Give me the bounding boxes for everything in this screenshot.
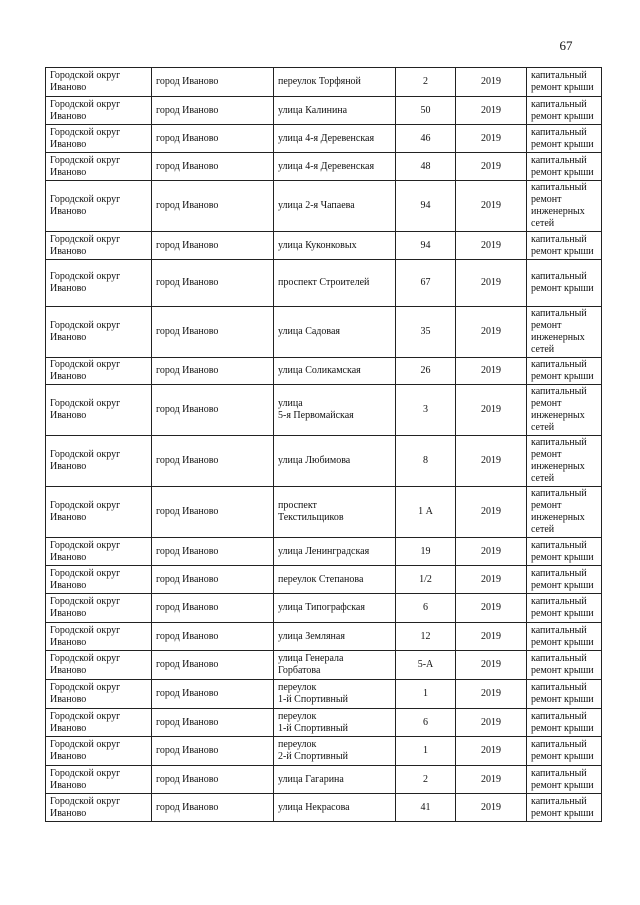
street-cell-line: Текстильщиков bbox=[278, 512, 344, 523]
municipal-district-cell-line: Иваново bbox=[50, 371, 87, 382]
work-type-cell-line: капитальный bbox=[531, 308, 587, 319]
year-cell: 2019 bbox=[456, 794, 527, 822]
work-type-cell-line: капитальный bbox=[531, 539, 587, 551]
street-cell bbox=[274, 358, 396, 385]
street-cell bbox=[274, 623, 396, 651]
settlement-cell: город Иваново bbox=[152, 153, 274, 181]
street-cell-line: проспект Строителей bbox=[278, 277, 370, 288]
street-cell-line: переулок Степанова bbox=[278, 573, 364, 585]
street-cell bbox=[274, 594, 396, 623]
municipal-district-cell bbox=[46, 68, 152, 97]
house-number-cell: 26 bbox=[396, 358, 456, 385]
street-cell-line: улица bbox=[278, 398, 303, 409]
year-cell: 2019 bbox=[456, 436, 527, 487]
table-row bbox=[46, 436, 602, 487]
street-cell bbox=[274, 68, 396, 97]
street-cell-line: 1-й Спортивный bbox=[278, 694, 348, 705]
settlement-cell: город Иваново bbox=[152, 651, 274, 680]
municipal-district-cell bbox=[46, 566, 152, 594]
work-type-cell bbox=[527, 307, 602, 358]
street-cell-line: улица 2-я Чапаева bbox=[278, 200, 355, 211]
municipal-district-cell-line: Иваново bbox=[50, 807, 87, 819]
table-row bbox=[46, 97, 602, 125]
work-type-cell-line: сетей bbox=[531, 473, 555, 484]
work-type-cell bbox=[527, 709, 602, 737]
settlement-cell: город Иваново bbox=[152, 436, 274, 487]
work-type-cell-line: инженерных bbox=[531, 332, 585, 343]
municipal-district-cell-line: Городской округ bbox=[50, 70, 121, 81]
table-row bbox=[46, 538, 602, 566]
year-cell: 2019 bbox=[456, 260, 527, 307]
work-type-cell-line: ремонт крыши bbox=[531, 371, 594, 382]
municipal-district-cell bbox=[46, 794, 152, 822]
municipal-district-cell bbox=[46, 125, 152, 153]
street-cell-line: улица Любимова bbox=[278, 455, 351, 466]
street-cell-line: улица Калинина bbox=[278, 104, 348, 116]
work-type-cell bbox=[527, 232, 602, 260]
municipal-district-cell bbox=[46, 709, 152, 737]
work-type-cell-line: капитальный bbox=[531, 126, 587, 138]
house-number-cell: 3 bbox=[396, 385, 456, 436]
municipal-district-cell-line: Иваново bbox=[50, 110, 87, 122]
street-cell-line: улица Ленинградская bbox=[278, 545, 370, 557]
year-cell: 2019 bbox=[456, 307, 527, 358]
settlement-cell: город Иваново bbox=[152, 68, 274, 97]
year-cell: 2019 bbox=[456, 594, 527, 623]
work-type-cell bbox=[527, 125, 602, 153]
settlement-cell: город Иваново bbox=[152, 307, 274, 358]
work-type-cell bbox=[527, 487, 602, 538]
municipal-district-cell-line: Иваново bbox=[50, 608, 87, 619]
street-cell bbox=[274, 794, 396, 822]
work-type-cell-line: ремонт bbox=[531, 194, 562, 205]
table-row bbox=[46, 181, 602, 232]
municipal-district-cell bbox=[46, 358, 152, 385]
work-type-cell-line: ремонт крыши bbox=[531, 694, 594, 705]
year-cell: 2019 bbox=[456, 232, 527, 260]
work-type-cell-line: инженерных bbox=[531, 512, 585, 523]
house-number-cell: 6 bbox=[396, 594, 456, 623]
work-type-cell-line: капитальный bbox=[531, 70, 587, 81]
municipal-district-cell-line: Городской округ bbox=[50, 98, 121, 110]
work-type-cell-line: ремонт крыши bbox=[531, 807, 594, 819]
house-number-cell: 94 bbox=[396, 181, 456, 232]
house-number-cell: 1 А bbox=[396, 487, 456, 538]
work-type-cell-line: капитальный bbox=[531, 182, 587, 193]
street-cell bbox=[274, 651, 396, 680]
year-cell: 2019 bbox=[456, 766, 527, 794]
work-type-cell-line: капитальный bbox=[531, 795, 587, 807]
municipal-district-cell bbox=[46, 232, 152, 260]
municipal-district-cell-line: Городской округ bbox=[50, 739, 121, 750]
street-cell bbox=[274, 709, 396, 737]
municipal-district-cell-line: Городской округ bbox=[50, 596, 121, 607]
work-type-cell bbox=[527, 538, 602, 566]
municipal-district-cell-line: Иваново bbox=[50, 138, 87, 150]
street-cell bbox=[274, 307, 396, 358]
work-type-cell bbox=[527, 566, 602, 594]
year-cell: 2019 bbox=[456, 385, 527, 436]
work-type-cell-line: ремонт крыши bbox=[531, 636, 594, 648]
work-type-cell-line: капитальный bbox=[531, 567, 587, 579]
work-type-cell-line: ремонт крыши bbox=[531, 551, 594, 563]
work-type-cell bbox=[527, 766, 602, 794]
municipal-district-cell bbox=[46, 97, 152, 125]
table-row bbox=[46, 680, 602, 709]
year-cell: 2019 bbox=[456, 651, 527, 680]
settlement-cell: город Иваново bbox=[152, 566, 274, 594]
work-type-cell bbox=[527, 623, 602, 651]
municipal-district-cell bbox=[46, 260, 152, 307]
municipal-district-cell-line: Городской округ bbox=[50, 682, 121, 693]
municipal-district-cell-line: Иваново bbox=[50, 579, 87, 591]
year-cell: 2019 bbox=[456, 97, 527, 125]
work-type-cell-line: сетей bbox=[531, 344, 555, 355]
table-row bbox=[46, 594, 602, 623]
municipal-district-cell-line: Иваново bbox=[50, 206, 87, 217]
work-type-cell-line: инженерных bbox=[531, 410, 585, 421]
municipal-district-cell bbox=[46, 737, 152, 766]
municipal-district-cell-line: Иваново bbox=[50, 722, 87, 734]
municipal-district-cell bbox=[46, 680, 152, 709]
work-type-cell-line: капитальный bbox=[531, 386, 587, 397]
settlement-cell: город Иваново bbox=[152, 680, 274, 709]
street-cell bbox=[274, 737, 396, 766]
work-type-cell-line: ремонт крыши bbox=[531, 665, 594, 676]
street-cell bbox=[274, 487, 396, 538]
municipal-district-cell-line: Иваново bbox=[50, 665, 87, 676]
settlement-cell: город Иваново bbox=[152, 766, 274, 794]
work-type-cell-line: капитальный bbox=[531, 596, 587, 607]
work-type-cell bbox=[527, 436, 602, 487]
table-row bbox=[46, 358, 602, 385]
street-cell bbox=[274, 385, 396, 436]
house-number-cell: 19 bbox=[396, 538, 456, 566]
municipal-district-cell-line: Городской округ bbox=[50, 539, 121, 551]
street-cell-line: 5-я Первомайская bbox=[278, 410, 354, 421]
house-number-cell: 1/2 bbox=[396, 566, 456, 594]
street-cell-line: улица 4-я Деревенская bbox=[278, 160, 375, 172]
house-number-cell: 6 bbox=[396, 709, 456, 737]
table-row bbox=[46, 566, 602, 594]
house-number-cell: 2 bbox=[396, 766, 456, 794]
work-type-cell-line: капитальный bbox=[531, 739, 587, 750]
municipal-district-cell-line: Городской округ bbox=[50, 653, 121, 664]
settlement-cell: город Иваново bbox=[152, 709, 274, 737]
year-cell: 2019 bbox=[456, 125, 527, 153]
municipal-district-cell-line: Иваново bbox=[50, 512, 87, 523]
municipal-district-cell-line: Городской округ bbox=[50, 359, 121, 370]
work-type-cell-line: ремонт крыши bbox=[531, 751, 594, 762]
house-number-cell: 12 bbox=[396, 623, 456, 651]
work-type-cell-line: ремонт крыши bbox=[531, 608, 594, 619]
settlement-cell: город Иваново bbox=[152, 260, 274, 307]
work-type-cell-line: ремонт крыши bbox=[531, 779, 594, 791]
work-type-cell-line: ремонт крыши bbox=[531, 283, 594, 294]
work-type-cell-line: ремонт крыши bbox=[531, 166, 594, 178]
municipal-district-cell bbox=[46, 538, 152, 566]
repair-register-table bbox=[45, 67, 602, 822]
work-type-cell bbox=[527, 260, 602, 307]
municipal-district-cell bbox=[46, 487, 152, 538]
street-cell bbox=[274, 566, 396, 594]
settlement-cell: город Иваново bbox=[152, 232, 274, 260]
settlement-cell: город Иваново bbox=[152, 181, 274, 232]
work-type-cell bbox=[527, 181, 602, 232]
work-type-cell-line: капитальный bbox=[531, 98, 587, 110]
table-row bbox=[46, 153, 602, 181]
street-cell bbox=[274, 538, 396, 566]
municipal-district-cell bbox=[46, 594, 152, 623]
municipal-district-cell-line: Иваново bbox=[50, 779, 87, 791]
work-type-cell-line: инженерных bbox=[531, 206, 585, 217]
year-cell: 2019 bbox=[456, 538, 527, 566]
year-cell: 2019 bbox=[456, 680, 527, 709]
year-cell: 2019 bbox=[456, 153, 527, 181]
work-type-cell-line: ремонт bbox=[531, 320, 562, 331]
table-row bbox=[46, 487, 602, 538]
municipal-district-cell-line: Городской округ bbox=[50, 398, 121, 409]
street-cell bbox=[274, 260, 396, 307]
work-type-cell bbox=[527, 737, 602, 766]
municipal-district-cell bbox=[46, 651, 152, 680]
work-type-cell-line: капитальный bbox=[531, 767, 587, 779]
work-type-cell-line: сетей bbox=[531, 524, 555, 535]
table-row bbox=[46, 737, 602, 766]
table-row bbox=[46, 623, 602, 651]
street-cell-line: Горбатова bbox=[278, 665, 321, 676]
municipal-district-cell-line: Иваново bbox=[50, 551, 87, 563]
settlement-cell: город Иваново bbox=[152, 358, 274, 385]
street-cell bbox=[274, 436, 396, 487]
work-type-cell-line: капитальный bbox=[531, 271, 587, 282]
house-number-cell: 67 bbox=[396, 260, 456, 307]
work-type-cell bbox=[527, 358, 602, 385]
work-type-cell-line: капитальный bbox=[531, 710, 587, 722]
street-cell-line: улица Некрасова bbox=[278, 801, 350, 813]
municipal-district-cell-line: Городской округ bbox=[50, 710, 121, 722]
work-type-cell-line: капитальный bbox=[531, 233, 587, 245]
municipal-district-cell bbox=[46, 153, 152, 181]
work-type-cell-line: капитальный bbox=[531, 488, 587, 499]
street-cell-line: улица Типографская bbox=[278, 602, 365, 613]
table-row bbox=[46, 125, 602, 153]
street-cell-line: улица Генерала bbox=[278, 653, 344, 664]
municipal-district-cell-line: Иваново bbox=[50, 245, 87, 257]
work-type-cell-line: инженерных bbox=[531, 461, 585, 472]
municipal-district-cell-line: Городской округ bbox=[50, 449, 121, 460]
house-number-cell: 2 bbox=[396, 68, 456, 97]
work-type-cell-line: ремонт крыши bbox=[531, 82, 594, 93]
work-type-cell bbox=[527, 153, 602, 181]
house-number-cell: 1 bbox=[396, 680, 456, 709]
year-cell: 2019 bbox=[456, 358, 527, 385]
street-cell-line: переулок bbox=[278, 710, 317, 722]
municipal-district-cell-line: Городской округ bbox=[50, 194, 121, 205]
settlement-cell: город Иваново bbox=[152, 538, 274, 566]
municipal-district-cell bbox=[46, 385, 152, 436]
year-cell: 2019 bbox=[456, 709, 527, 737]
work-type-cell bbox=[527, 68, 602, 97]
street-cell-line: улица Куконковых bbox=[278, 239, 357, 251]
work-type-cell bbox=[527, 651, 602, 680]
work-type-cell-line: сетей bbox=[531, 422, 555, 433]
house-number-cell: 1 bbox=[396, 737, 456, 766]
municipal-district-cell-line: Иваново bbox=[50, 82, 87, 93]
work-type-cell-line: капитальный bbox=[531, 154, 587, 166]
work-type-cell-line: ремонт крыши bbox=[531, 245, 594, 257]
year-cell: 2019 bbox=[456, 737, 527, 766]
municipal-district-cell-line: Иваново bbox=[50, 694, 87, 705]
municipal-district-cell bbox=[46, 181, 152, 232]
table-row bbox=[46, 651, 602, 680]
year-cell: 2019 bbox=[456, 566, 527, 594]
municipal-district-cell-line: Городской округ bbox=[50, 500, 121, 511]
municipal-district-cell bbox=[46, 436, 152, 487]
street-cell bbox=[274, 181, 396, 232]
municipal-district-cell-line: Городской округ bbox=[50, 767, 121, 779]
settlement-cell: город Иваново bbox=[152, 794, 274, 822]
municipal-district-cell-line: Иваново bbox=[50, 461, 87, 472]
settlement-cell: город Иваново bbox=[152, 97, 274, 125]
municipal-district-cell-line: Иваново bbox=[50, 636, 87, 648]
street-cell-line: улица Гагарина bbox=[278, 773, 344, 785]
street-cell-line: 1-й Спортивный bbox=[278, 722, 348, 734]
year-cell: 2019 bbox=[456, 68, 527, 97]
municipal-district-cell-line: Городской округ bbox=[50, 624, 121, 636]
municipal-district-cell-line: Городской округ bbox=[50, 795, 121, 807]
settlement-cell: город Иваново bbox=[152, 623, 274, 651]
year-cell: 2019 bbox=[456, 181, 527, 232]
house-number-cell: 48 bbox=[396, 153, 456, 181]
street-cell bbox=[274, 766, 396, 794]
work-type-cell-line: ремонт bbox=[531, 398, 562, 409]
street-cell-line: 2-й Спортивный bbox=[278, 751, 348, 762]
house-number-cell: 8 bbox=[396, 436, 456, 487]
house-number-cell: 5-А bbox=[396, 651, 456, 680]
table-row bbox=[46, 385, 602, 436]
work-type-cell-line: капитальный bbox=[531, 682, 587, 693]
street-cell bbox=[274, 232, 396, 260]
street-cell-line: переулок bbox=[278, 682, 317, 693]
house-number-cell: 35 bbox=[396, 307, 456, 358]
work-type-cell bbox=[527, 594, 602, 623]
municipal-district-cell-line: Городской округ bbox=[50, 233, 121, 245]
municipal-district-cell-line: Городской округ bbox=[50, 567, 121, 579]
municipal-district-cell bbox=[46, 623, 152, 651]
work-type-cell bbox=[527, 97, 602, 125]
work-type-cell-line: капитальный bbox=[531, 624, 587, 636]
house-number-cell: 94 bbox=[396, 232, 456, 260]
work-type-cell-line: ремонт крыши bbox=[531, 579, 594, 591]
page-number: 67 bbox=[559, 38, 573, 53]
work-type-cell bbox=[527, 680, 602, 709]
street-cell-line: улица Садовая bbox=[278, 326, 341, 337]
street-cell-line: улица Земляная bbox=[278, 630, 345, 642]
year-cell: 2019 bbox=[456, 487, 527, 538]
table-row bbox=[46, 307, 602, 358]
work-type-cell-line: капитальный bbox=[531, 359, 587, 370]
work-type-cell-line: ремонт крыши bbox=[531, 138, 594, 150]
house-number-cell: 41 bbox=[396, 794, 456, 822]
municipal-district-cell-line: Иваново bbox=[50, 751, 87, 762]
table-row bbox=[46, 794, 602, 822]
municipal-district-cell-line: Городской округ bbox=[50, 320, 121, 331]
table-row bbox=[46, 260, 602, 307]
street-cell-line: переулок bbox=[278, 739, 317, 750]
settlement-cell: город Иваново bbox=[152, 125, 274, 153]
work-type-cell-line: ремонт bbox=[531, 449, 562, 460]
municipal-district-cell-line: Иваново bbox=[50, 410, 87, 421]
work-type-cell bbox=[527, 385, 602, 436]
municipal-district-cell-line: Городской округ bbox=[50, 154, 121, 166]
settlement-cell: город Иваново bbox=[152, 594, 274, 623]
municipal-district-cell-line: Иваново bbox=[50, 283, 87, 294]
table-row bbox=[46, 766, 602, 794]
municipal-district-cell-line: Городской округ bbox=[50, 271, 121, 282]
street-cell bbox=[274, 97, 396, 125]
house-number-cell: 50 bbox=[396, 97, 456, 125]
street-cell-line: переулок Торфяной bbox=[278, 76, 361, 87]
work-type-cell bbox=[527, 794, 602, 822]
year-cell: 2019 bbox=[456, 623, 527, 651]
street-cell-line: улица 4-я Деревенская bbox=[278, 132, 375, 144]
street-cell bbox=[274, 680, 396, 709]
table-row bbox=[46, 232, 602, 260]
work-type-cell-line: капитальный bbox=[531, 437, 587, 448]
settlement-cell: город Иваново bbox=[152, 385, 274, 436]
municipal-district-cell bbox=[46, 766, 152, 794]
work-type-cell-line: ремонт bbox=[531, 500, 562, 511]
work-type-cell-line: капитальный bbox=[531, 653, 587, 664]
house-number-cell: 46 bbox=[396, 125, 456, 153]
table-row bbox=[46, 68, 602, 97]
table-body bbox=[46, 68, 602, 822]
street-cell bbox=[274, 125, 396, 153]
street-cell bbox=[274, 153, 396, 181]
work-type-cell-line: ремонт крыши bbox=[531, 722, 594, 734]
municipal-district-cell-line: Городской округ bbox=[50, 126, 121, 138]
table-row bbox=[46, 709, 602, 737]
work-type-cell-line: сетей bbox=[531, 218, 555, 229]
work-type-cell-line: ремонт крыши bbox=[531, 110, 594, 122]
street-cell-line: проспект bbox=[278, 500, 317, 511]
municipal-district-cell-line: Иваново bbox=[50, 166, 87, 178]
street-cell-line: улица Соликамская bbox=[278, 365, 361, 376]
settlement-cell: город Иваново bbox=[152, 487, 274, 538]
municipal-district-cell bbox=[46, 307, 152, 358]
settlement-cell: город Иваново bbox=[152, 737, 274, 766]
municipal-district-cell-line: Иваново bbox=[50, 332, 87, 343]
